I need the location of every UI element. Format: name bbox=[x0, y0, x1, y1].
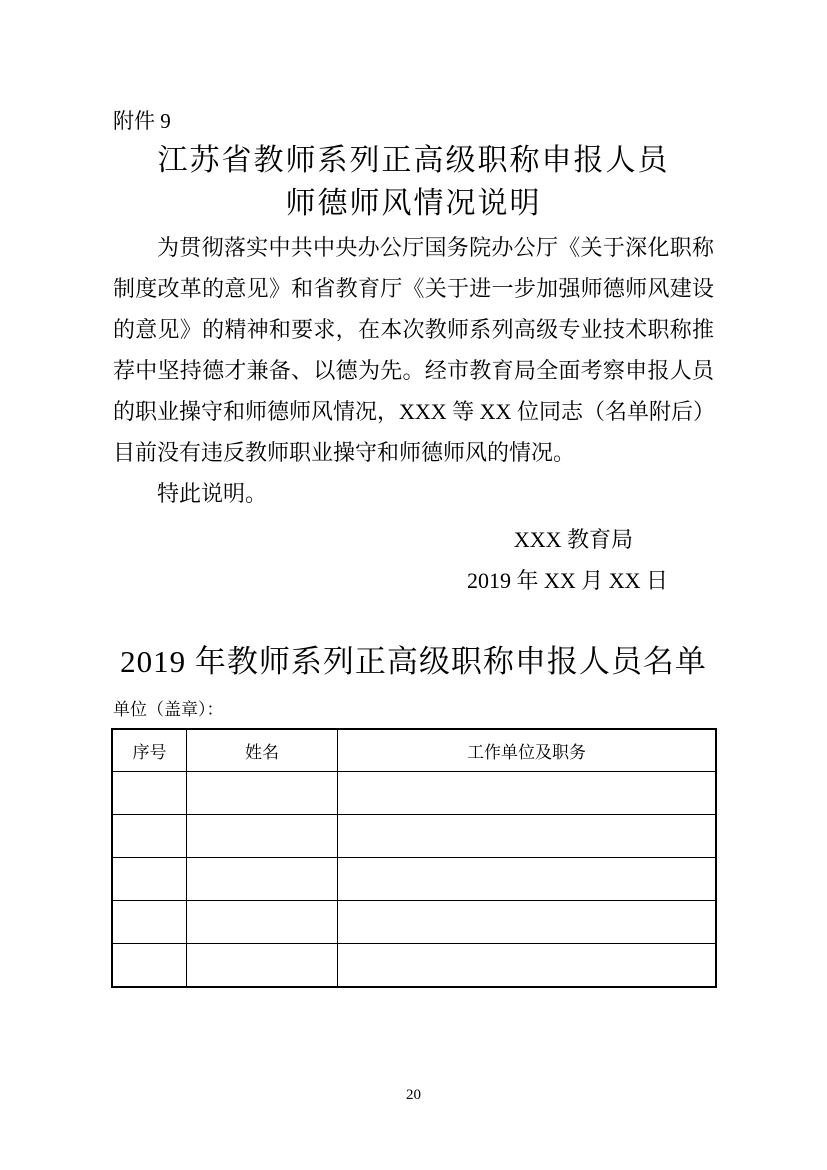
column-header-name: 姓名 bbox=[187, 729, 338, 772]
table-cell bbox=[112, 772, 187, 815]
body-line-3: 的意见》的精神和要求，在本次教师系列高级专业技术职称推 bbox=[113, 317, 714, 342]
table-header-row bbox=[112, 729, 716, 772]
table-cell bbox=[112, 815, 187, 858]
body-line-1: 为贯彻落实中共中央办公厅国务院办公厅《关于深化职称 bbox=[157, 235, 714, 260]
document-title-line2: 师德师风情况说明 bbox=[285, 187, 542, 220]
table-cell bbox=[187, 858, 338, 901]
document-title-line1: 江苏省教师系列正高级职称申报人员 bbox=[157, 144, 670, 177]
table-row bbox=[112, 901, 716, 944]
table-cell bbox=[187, 772, 338, 815]
table-head bbox=[112, 729, 716, 772]
document-content bbox=[113, 0, 714, 988]
table-cell bbox=[112, 944, 187, 988]
table-cell bbox=[112, 858, 187, 901]
table-cell bbox=[338, 944, 717, 988]
table-row bbox=[112, 815, 716, 858]
table-cell bbox=[187, 815, 338, 858]
table-row bbox=[112, 944, 716, 988]
roster-title: 2019 年教师系列正高级职称申报人员名单 bbox=[120, 644, 707, 679]
table-row bbox=[112, 772, 716, 815]
table-cell bbox=[112, 901, 187, 944]
column-header-index: 序号 bbox=[112, 729, 187, 772]
body-line-5: 的职业操守和师德师风情况，XXX 等 XX 位同志（名单附后） bbox=[113, 399, 715, 424]
table-row bbox=[112, 858, 716, 901]
body-paragraph bbox=[113, 227, 714, 473]
roster-table bbox=[111, 728, 717, 988]
body-line-2: 制度改革的意见》和省教育厅《关于进一步加强师德师风建设 bbox=[113, 276, 714, 301]
table-cell bbox=[187, 901, 338, 944]
signature-line: XXX 教育局 bbox=[513, 527, 633, 552]
page-number: 20 bbox=[406, 1087, 421, 1103]
table-cell bbox=[338, 815, 717, 858]
attachment-label: 附件 9 bbox=[113, 109, 171, 133]
closing-line: 特此说明。 bbox=[157, 481, 268, 506]
table-cell bbox=[338, 772, 717, 815]
table-cell bbox=[338, 858, 717, 901]
table-cell bbox=[338, 901, 717, 944]
seal-label: 单位（盖章）： bbox=[113, 700, 224, 719]
body-line-6: 目前没有违反教师职业操守和师德师风的情况。 bbox=[113, 440, 576, 465]
date-line: 2019 年 XX 月 XX 日 bbox=[466, 568, 668, 593]
body-line-4: 荐中坚持德才兼备、以德为先。经市教育局全面考察申报人员 bbox=[113, 358, 714, 383]
table-cell bbox=[187, 944, 338, 988]
column-header-workunit: 工作单位及职务 bbox=[338, 729, 717, 772]
table-body bbox=[112, 772, 716, 988]
